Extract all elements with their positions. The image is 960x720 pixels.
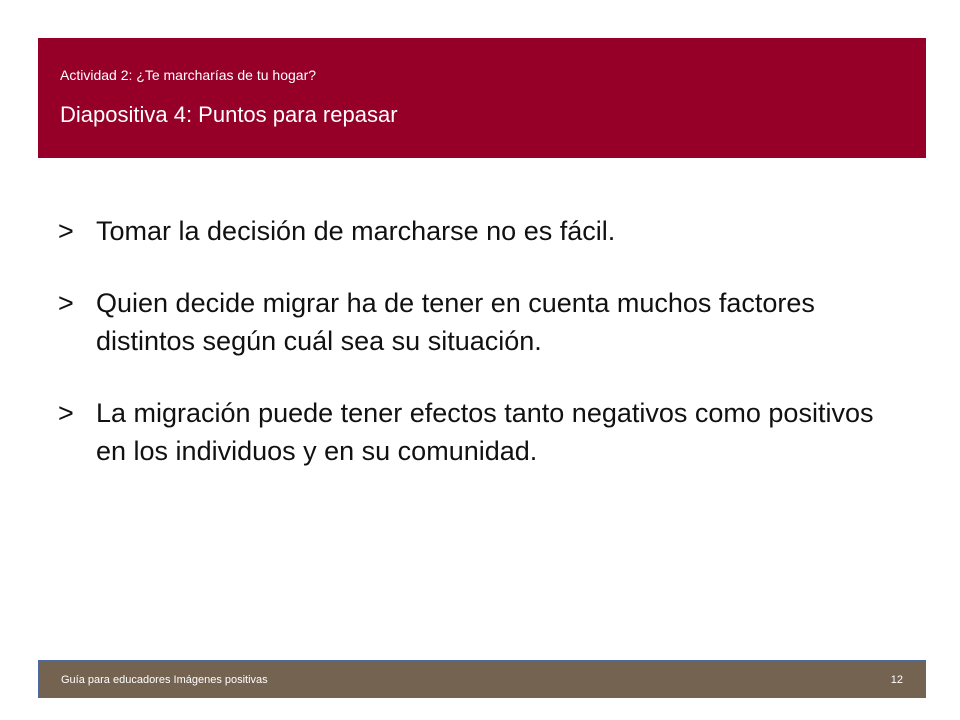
page-number: 12 bbox=[890, 674, 903, 686]
bullet-text: Quien decide migrar ha de tener en cuenta muchos factores distintos según cuál sea su situación. bbox=[96, 288, 815, 356]
bullet-marker-icon: > bbox=[58, 288, 74, 318]
bullet-item bbox=[58, 394, 878, 470]
activity-subtitle: Actividad 2: ¿Te marcharías de tu hogar? bbox=[60, 67, 317, 83]
slide-header bbox=[38, 38, 926, 158]
slide-footer bbox=[38, 660, 926, 698]
bullet-text: Tomar la decisión de marcharse no es fácil. bbox=[96, 216, 616, 246]
bullet-item bbox=[58, 284, 878, 360]
slide-title: Diapositiva 4: Puntos para repasar bbox=[60, 102, 398, 127]
footer-text: Guía para educadores Imágenes positivas bbox=[61, 674, 268, 686]
bullet-list bbox=[58, 212, 878, 504]
bullet-text: La migración puede tener efectos tanto negativos como positivos en los individuos y en su comunidad. bbox=[96, 398, 874, 466]
bullet-marker-icon: > bbox=[58, 216, 74, 246]
bullet-marker-icon: > bbox=[58, 398, 74, 428]
bullet-item bbox=[58, 212, 878, 250]
